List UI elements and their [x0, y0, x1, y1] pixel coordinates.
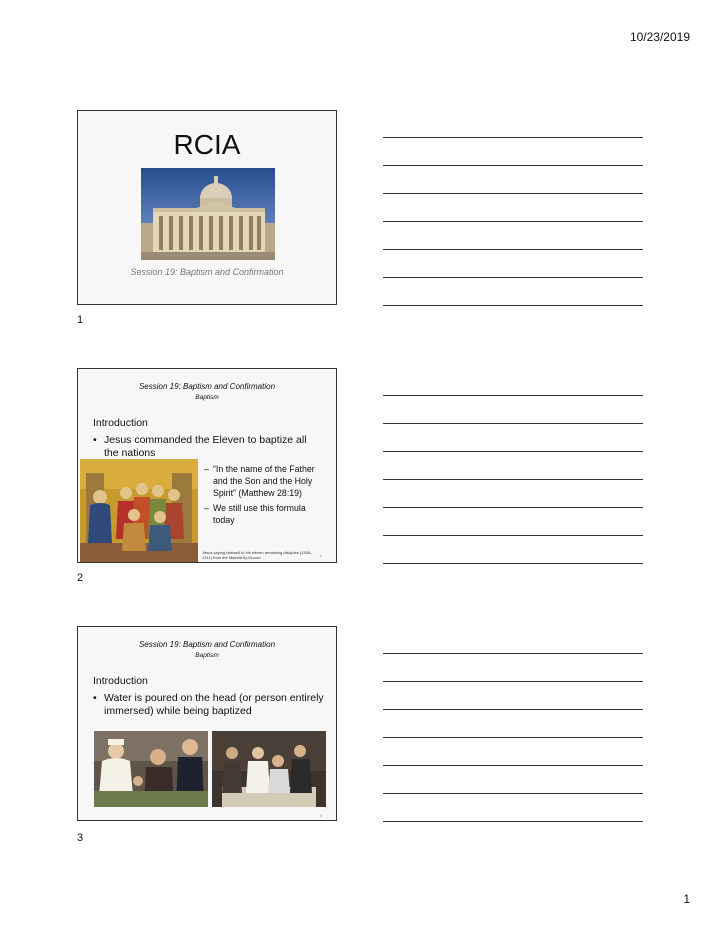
notes-line	[383, 793, 643, 794]
bullet-dot-icon: •	[93, 434, 97, 446]
slide-1[interactable]	[77, 110, 337, 305]
slide-subtitle: Session 19: Baptism and Confirmation	[130, 267, 284, 277]
bullet	[93, 692, 328, 718]
slide-number: 2	[319, 553, 322, 558]
slide-subheader: Baptism	[195, 652, 219, 659]
bullet	[93, 434, 328, 460]
notes-line	[383, 765, 643, 766]
notes-line	[383, 277, 643, 278]
bullet-text: Water is poured on the head (or person entirely immersed) while being baptized	[104, 692, 324, 717]
sub-bullet: – “In the name of the Father and the Son and the Holy Spirit” (Matthew 28:19)	[204, 463, 329, 499]
image-caption: Jesus saying farewell to his eleven remaining disciples (1308–1311) from the Maestà by Duccio	[202, 550, 313, 560]
bullet-dot-icon: •	[93, 692, 97, 704]
slide-3[interactable]	[77, 626, 337, 821]
notes-line	[383, 137, 643, 138]
notes-line	[383, 305, 643, 306]
date: 10/23/2019	[629, 30, 690, 44]
notes-line	[383, 563, 643, 564]
notes-line	[383, 653, 643, 654]
slide-number: 3	[319, 813, 322, 818]
baptism-immersion-photo	[212, 731, 326, 807]
painting-photo	[80, 459, 198, 563]
baptism-pour-photo	[94, 731, 208, 807]
sub-bullet-text: We still use this formula today	[213, 503, 306, 525]
slide-title: RCIA	[173, 129, 241, 160]
notes-line	[383, 709, 643, 710]
page-number: 1	[683, 892, 690, 906]
slide-header: Session 19: Baptism and Confirmation	[138, 382, 276, 391]
notes-line	[383, 535, 643, 536]
sub-bullet: – We still use this formula today	[204, 502, 329, 526]
basilica-photo	[141, 168, 275, 260]
notes-line	[383, 249, 643, 250]
slide-intro: Introduction	[93, 675, 148, 687]
notes-line	[383, 821, 643, 822]
notes-line	[383, 193, 643, 194]
notes-line	[383, 507, 643, 508]
notes-line	[383, 479, 643, 480]
sub-bullet-text: “In the name of the Father and the Son and the Holy Spirit” (Matthew 28:19)	[213, 464, 315, 498]
notes-line	[383, 221, 643, 222]
slide-intro: Introduction	[93, 417, 148, 429]
slide-index: 3	[77, 832, 84, 844]
notes-line	[383, 395, 643, 396]
slide-2[interactable]	[77, 368, 337, 563]
slide-header: Session 19: Baptism and Confirmation	[138, 640, 276, 649]
notes-line	[383, 451, 643, 452]
notes-line	[383, 681, 643, 682]
slide-index: 1	[77, 314, 84, 326]
slide-subheader: Baptism	[195, 394, 219, 401]
notes-line	[383, 737, 643, 738]
notes-line	[383, 165, 643, 166]
slide-index: 2	[77, 572, 84, 584]
bullet-text: Jesus commanded the Eleven to baptize all the nations	[104, 434, 307, 459]
notes-line	[383, 423, 643, 424]
